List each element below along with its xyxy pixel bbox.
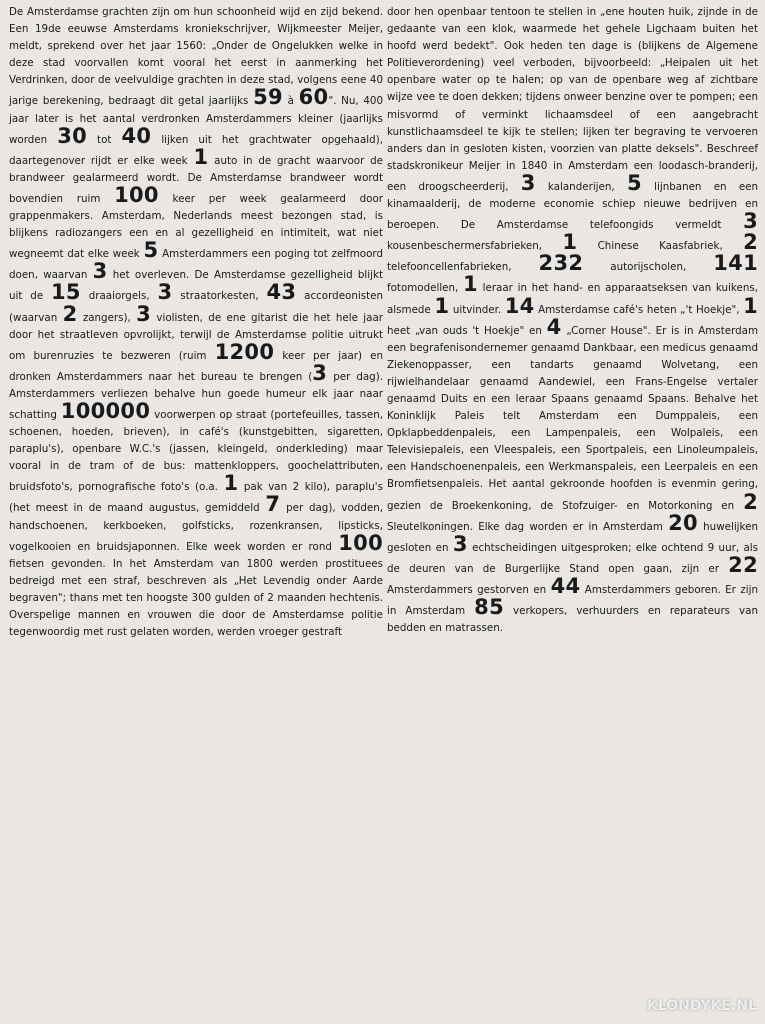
body-paragraph-right <box>387 4 758 637</box>
highlight-number: 1 <box>562 230 578 255</box>
highlight-number: 7 <box>265 492 281 517</box>
highlight-number: 4 <box>546 314 562 339</box>
highlight-number: 3 <box>136 301 152 326</box>
text-run: violisten, de ene gitarist die het hele jaar door het straatleven opvrolijkt, terwijl de Amsterdamse politie uitrukt om burenruzies te bezweren (ruim <box>9 311 384 362</box>
highlight-number: 100 <box>338 530 383 555</box>
highlight-number: 44 <box>550 573 581 598</box>
text-run: straatorkesten, <box>172 290 267 303</box>
text-run: Amsterdammers geboren. Er zijn in Amsterdam <box>387 583 758 617</box>
highlight-number: 2 <box>743 230 758 255</box>
highlight-number: 1 <box>743 293 758 318</box>
highlight-number: 1 <box>434 293 450 318</box>
highlight-number: 15 <box>51 280 81 305</box>
text-run: uitvinder. <box>449 303 505 316</box>
highlight-number: 2 <box>743 489 758 514</box>
text-column-left <box>9 4 383 641</box>
text-run: zangers), <box>77 311 137 324</box>
highlight-number: 22 <box>728 552 758 577</box>
text-run: heet „van ouds 't Hoekje" en <box>387 324 547 337</box>
text-run: tot <box>87 133 122 146</box>
highlight-number: 1200 <box>214 339 275 364</box>
text-run: kalanderijen, <box>535 180 627 193</box>
highlight-number: 1 <box>223 471 239 496</box>
text-run: Chinese Kaasfabriek, <box>577 240 744 253</box>
text-run: echtscheidingen uitgesproken; elke ochtend 9 uur, als de deuren van de Burgerlijke Stand open gaan, zijn er <box>387 541 758 575</box>
highlight-number: 100000 <box>60 398 151 423</box>
text-run: fotomodellen, <box>387 282 464 295</box>
text-run: Sleutelkoningen. Elke dag worden er in Amsterdam <box>387 520 669 533</box>
text-run: draaiorgels, <box>80 290 158 303</box>
highlight-number: 40 <box>121 123 152 148</box>
text-run: keer per week gealarmeerd door grappenmakers. Amsterdam, Nederlands meest bezongen stad, is blijkens radiozangers een en al gezelligheid en intimiteit, wat niet wegneemt dat elke week <box>9 192 383 261</box>
text-column-right <box>387 4 758 637</box>
text-run: „Corner House". Er is in Amsterdam een begrafenisondernemer genaamd Dankbaar, een medicus genaamd Ziekenoppasser, een tandarts genaamd Wolvetang, een rijwielhandelaar genaamd Aandewiel, een Frans-Engelse vertaler genaamd Duits en een leraar Spaans genaamd Spaans. Behalve het Koninklijk Paleis telt Amsterdam een Dumppaleis, een Opklapbeddenpaleis, een Lampenpaleis, een Wolpaleis, een Televisiepaleis, een Vleespaleis, een Sportpaleis, een Linoleumpaleis, een Handschoenenpaleis, een Werkmanspaleis, een Leerpaleis en een Bromfietsenpaleis. Het aantal gekroonde hoofden is evenmin gering, gezien de Broekenkoning, de Stofzuiger- en Motorkoning en <box>387 324 758 512</box>
highlight-number: 3 <box>157 280 173 305</box>
highlight-number: 43 <box>266 280 297 305</box>
highlight-number: 141 <box>713 251 758 276</box>
text-run: pak van 2 kilo), paraplu's (het meest in de maand augustus, gemiddeld <box>9 481 384 515</box>
highlight-number: 3 <box>452 531 468 556</box>
text-run: huwelijken gesloten en <box>387 520 758 554</box>
text-run: kousenbeschermersfabrieken, <box>387 240 563 253</box>
highlight-number: 20 <box>668 510 698 535</box>
text-run: lijnbanen en een kinamaalderij, de moderne economie schiep nieuwe bedrijven en beroepen. De Amsterdamse telefoongids vermeldt <box>387 180 759 232</box>
highlight-number: 1 <box>463 272 478 297</box>
text-run: Amsterdamse café's heten „'t Hoekje", <box>534 303 744 316</box>
highlight-number: 3 <box>743 209 758 234</box>
text-run: ". Nu, 400 jaar later is het aantal verdronken Amsterdammers kleiner (jaarlijks worden <box>9 95 383 146</box>
text-run: het overleven. De Amsterdamse gezelligheid blijkt uit de <box>9 269 383 303</box>
highlight-number: 5 <box>143 238 159 263</box>
highlight-number: 232 <box>538 251 584 276</box>
text-run: autorijscholen, <box>583 261 714 274</box>
highlight-number: 14 <box>504 293 535 318</box>
text-run: door hen openbaar tentoon te stellen in „ene houten huik, zijnde in de gedaante van een klok, waarmede het gehele Ligchaam buiten het hoofd werd bedekt". Ook heden ten dage is (blijkens de Algemene Politieverordening) veel verboden, bijvoorbeeld: „Heipalen uit het openbare water op te halen; op van de openbare weg af zichtbare wijze vee te doen dekken; tijdens onweer benzine over te pompen; een misvormd of verminkt lichaamsdeel of een aangebracht kunstlichaamsdeel te kijk te stellen; lijken ter begraving te vervoeren anders dan in gesloten kisten, voorzien van platte deksels". Beschreef stadskronikeur Meijer in 1840 in Amsterdam een loodasch-branderij, een droogscheerderij, <box>387 6 758 193</box>
text-run: accordeonisten (waarvan <box>9 290 383 324</box>
highlight-number: 1 <box>193 144 209 169</box>
highlight-number: 59 <box>253 85 283 110</box>
text-run: voorwerpen op straat (portefeuilles, tassen, schoenen, hoeden, brieven), in café's (kunstgebitten, sigaretten, paraplu's), openbare W.C.'s (jassen, kleingeld, onderkleding) maar vooral in de tram of de bus: mattenkloppers, goochelattributen, bruidsfoto's, pornografische foto's (o.a. <box>9 408 383 494</box>
highlight-number: 3 <box>312 360 328 385</box>
text-run: keer per jaar) en dronken Amsterdammers naar het bureau te brengen ( <box>9 349 383 383</box>
highlight-number: 5 <box>626 170 642 195</box>
text-run: fietsen gevonden. In het Amsterdam van 1800 werden prostituees bedreigd met een straf, beschreven als „Het Levendig onder Aarde begraven"; thans met ten hoogste 300 gulden of 2 maanden hechtenis. Overspelige mannen en vrouwen die door de Amsterdamse politie tegenwoordig met rust gelaten worden, werden vroeger gestraft <box>9 557 383 639</box>
highlight-number: 100 <box>114 182 159 207</box>
body-paragraph-left <box>9 4 383 641</box>
text-run: leraar in het hand- en apparaatseksen van kuikens, alsmede <box>387 282 758 316</box>
highlight-number: 85 <box>474 595 504 619</box>
highlight-number: 3 <box>92 259 108 284</box>
highlight-number: 60 <box>298 85 329 110</box>
text-run: verkopers, verhuurders en reparateurs van bedden en matrassen. <box>387 605 758 635</box>
text-run: per dag). Amsterdammers verliezen behalve hun goede humeur elk jaar naar schatting <box>9 370 383 421</box>
text-run: à <box>282 95 299 108</box>
highlight-number: 3 <box>520 170 536 195</box>
highlight-number: 30 <box>57 123 88 148</box>
text-run: auto in de gracht waarvoor de brandweer gealarmeerd wordt. De Amsterdamse brandweer wordt bovendien ruim <box>9 154 384 205</box>
text-run: De Amsterdamse grachten zijn om hun schoonheid wijd en zijd bekend. Een 19de eeuwse Amsterdams kroniekschrijver, Wijkmeester Meijer, meldt, sprekend over het jaar 1560: „Onder de Ongelukken welke in deze stad voorvallen komt vooral het eerst in aanmerking het Verdrinken, door de veelvuldige grachten in deze stad, volgens eene 40 jarige berekening, bedraagt dit getal jaarlijks <box>9 6 383 108</box>
text-run: per dag), vodden, handschoenen, kerkboeken, golfsticks, rozenkransen, lipsticks, vogelkooien en bruidsjaponnen. Elke week worden er rond <box>9 502 383 553</box>
text-run: Amsterdammers een poging tot zelfmoord doen, waarvan <box>9 248 383 282</box>
text-run: telefooncellenfabrieken, <box>387 261 539 274</box>
text-run: lijken uit het grachtwater opgehaald), daartegenover rijdt er elke week <box>9 133 383 167</box>
text-run: Amsterdammers gestorven en <box>387 583 551 596</box>
highlight-number: 2 <box>62 301 78 326</box>
watermark-logo: KLONDYKE.NL <box>647 998 757 1014</box>
